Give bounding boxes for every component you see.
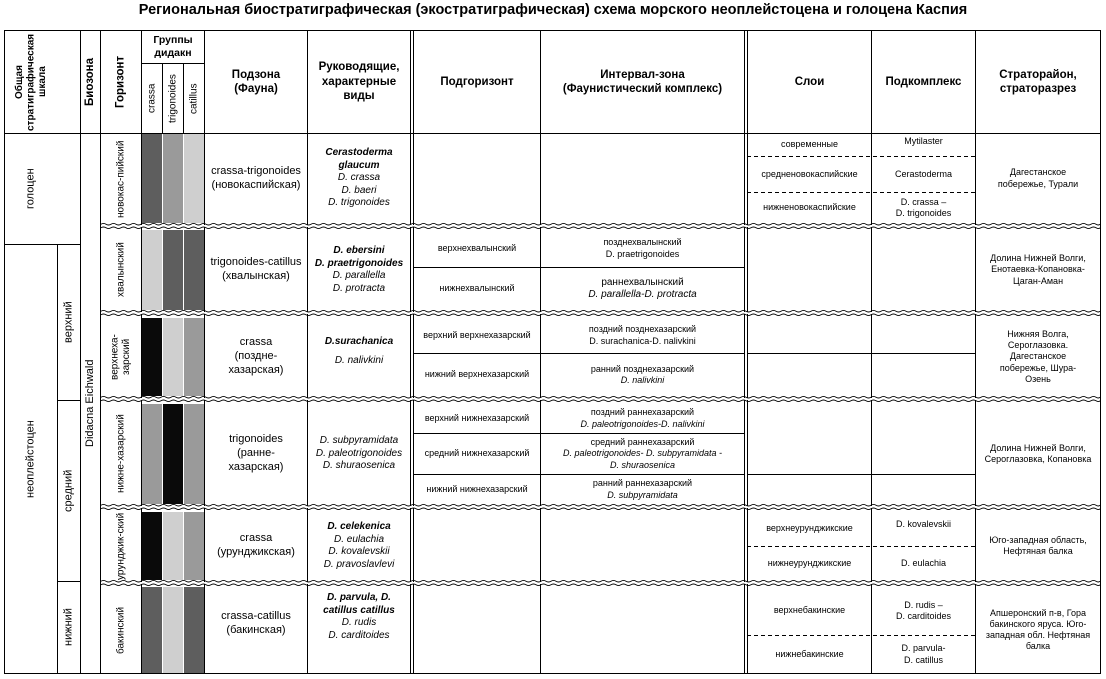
zone-sp-3-2: D. subpyramidata (607, 489, 678, 500)
species-2: D. nalivkini (334, 354, 384, 366)
species-bold-1: D. ebersini D. praetrigonoides (314, 245, 404, 269)
unconformity-line (101, 223, 1100, 225)
bar-4-catillus (184, 512, 204, 580)
zone-3-1: средний раннехазарский (590, 437, 695, 448)
page-title: Региональная биостратиграфическая (экостратиграфическая) схема морского неоплейстоцена и голоцена Каспия (138, 2, 968, 18)
unconformity-line (101, 584, 1100, 586)
header-group-crassa: crassa (146, 83, 158, 114)
header-horizon: Горизонт (114, 55, 127, 109)
bar-3-trigonoides (163, 404, 183, 504)
header-group-catillus: catillus (188, 83, 200, 114)
zone-sp-1-0: D. praetrigonoides (605, 248, 680, 259)
subcomplex-0-2: D. crassa – D. trigonoides (895, 196, 952, 218)
layer-4-0: верхнеурунджикские (766, 523, 853, 534)
subcomplex-4-1: D. eulachia (900, 557, 947, 568)
subhorizon-1-0: верхнехвалынский (437, 242, 517, 253)
header-subzone: Подзона (Фауна) (231, 68, 281, 95)
header-groups: Группы дидакн (153, 33, 193, 59)
scale-upper: верхний (62, 301, 75, 344)
zone-sp-3-0: D. paleotrigonoides-D. nalivkini (580, 418, 705, 429)
subzone-0: crassa-trigonoides (новокаспийская) (211, 164, 301, 191)
subzone-3: trigonoides (ранне-хазарская) (228, 433, 284, 473)
zone-3-2: ранний раннехазарский (592, 478, 693, 489)
layer-0-2: нижненовокаспийские (763, 202, 856, 213)
header-interval: Интервал-зона (Фаунистический комплекс) (562, 68, 723, 95)
header-general-scale: Общая стратиграфическая шкала (13, 33, 48, 131)
subhorizon-2-1: нижний верхнехазарский (424, 369, 530, 380)
horizon-2: верхнеха-зарский (109, 334, 132, 380)
species-0: D. crassa D. baeri D. trigonoides (328, 172, 390, 209)
species-cell-4 (308, 512, 410, 580)
wave-gap (101, 506, 1100, 508)
species-cell-5 (308, 587, 410, 647)
species-cell-2 (308, 318, 410, 396)
species-3: D. subpyramidata D. paleotrigonoides D. shuraosenica (315, 435, 403, 472)
unconformity-line (101, 227, 1100, 229)
zone-2-0: поздний позднехазарский (588, 324, 697, 335)
subhorizon-3-0: верхний нижнехазарский (424, 412, 530, 423)
species-1: D. parallella D. protracta (332, 270, 386, 294)
subhorizon-3-2: нижний нижнехазарский (426, 483, 528, 494)
zone-sp-2-0: D. surachanica-D. nalivkini (589, 335, 696, 346)
species-cell-1 (308, 230, 410, 310)
zone-cell-3-2 (541, 475, 744, 504)
header-region: Страторайон, страторазрез (999, 68, 1077, 95)
unconformity-line (101, 400, 1100, 402)
scale-middle: средний (62, 469, 75, 513)
horizon-1: хвалынский (115, 242, 127, 298)
region-4: Юго-западная область, Нефтяная балка (989, 534, 1087, 556)
region-3: Долина Нижней Волги, Сероглазовка, Копановка (984, 442, 1092, 464)
wave-gap (101, 225, 1100, 227)
layer-0-0: современные (780, 139, 838, 150)
wave-gap (101, 312, 1100, 314)
biozone-label: Didacna Eichwald (84, 359, 97, 448)
zone-sp-1-1: D. parallella-D. protracta (588, 289, 697, 300)
bar-0-catillus (184, 134, 204, 223)
header-species: Руководящие, характерные виды (318, 61, 400, 103)
zone-1-1: раннехвалынский (601, 276, 684, 288)
subzone-1: trigonoides-catillus (хвалынская) (210, 256, 302, 282)
layer-5-0: верхнебакинские (773, 605, 846, 616)
zone-cell-1-0 (541, 230, 744, 267)
region-2: Нижняя Волга, Сероглазовка. Дагестанское побережье, Шура-Озень (999, 328, 1077, 384)
zone-1-0: позднехвалынский (603, 237, 682, 248)
unconformity-line (101, 314, 1100, 316)
bar-4-crassa (142, 512, 162, 580)
bar-1-catillus (184, 230, 204, 310)
species-cell-3 (308, 404, 410, 504)
subcomplex-0-1: Cerastoderma (894, 168, 953, 179)
bar-2-trigonoides (163, 318, 183, 396)
scale-holocene: голоцен (24, 168, 37, 210)
bar-5-catillus (184, 587, 204, 673)
horizon-3: нижне-хазарский (115, 414, 127, 494)
header-layers: Слои (794, 75, 825, 88)
header-subcomplex: Подкомплекс (885, 75, 962, 88)
bar-2-catillus (184, 318, 204, 396)
zone-sp-3-1: D. paleotrigonoides- D. subpyramidata - D. shuraosenica (562, 448, 723, 470)
subcomplex-0-0: Mytilaster (904, 135, 943, 146)
bar-1-trigonoides (163, 230, 183, 310)
layer-0-1: средненовокаспийские (761, 168, 858, 179)
species-bold-4: D. celekenica (327, 521, 391, 532)
bar-0-trigonoides (163, 134, 183, 223)
bar-2-crassa (142, 318, 162, 396)
species-bold-5: D. parvula, D. catillus catillus (323, 592, 395, 616)
bar-4-trigonoides (163, 512, 183, 580)
layer-5-1: нижнебакинские (775, 648, 844, 659)
scale-lower: нижний (62, 608, 75, 647)
bar-0-crassa (142, 134, 162, 223)
bar-3-catillus (184, 404, 204, 504)
subzone-4: crassa (урунджикская) (217, 532, 295, 558)
subhorizon-3-1: средний нижнехазарский (424, 448, 530, 459)
species-bold-0: Cerastoderma glaucum (325, 147, 393, 171)
unconformity-line (101, 508, 1100, 510)
subzone-5: crassa-catillus (бакинская) (221, 609, 291, 636)
region-5: Апшеронский п-в, Гора бакинского яруса. Юго-западная обл. Нефтяная балка (985, 607, 1091, 652)
subcomplex-4-0: D. kovalevskii (895, 519, 951, 530)
zone-cell-2-0 (541, 318, 744, 353)
species-5: D. rudis D. carditoides (328, 617, 390, 641)
bar-3-crassa (142, 404, 162, 504)
subcomplex-5-1: D. parvula- D. catillus (901, 643, 946, 665)
subhorizon-2-0: верхний верхнехазарский (423, 329, 531, 340)
header-group-trigonoides: trigonoides (167, 74, 179, 123)
unconformity-line (101, 310, 1100, 312)
unconformity-line (101, 580, 1100, 582)
scale-neopleistocene: неоплейстоцен (24, 420, 37, 498)
subzone-2: crassa (поздне-хазарская) (228, 336, 284, 376)
unconformity-line (101, 396, 1100, 398)
zone-cell-1-1 (541, 268, 744, 310)
zone-cell-3-0 (541, 404, 744, 433)
unconformity-line (101, 504, 1100, 506)
zone-3-0: поздний раннехазарский (590, 407, 695, 418)
region-1: Долина Нижней Волги, Енотаевка-Копановка-Цаган-Аман (990, 253, 1086, 286)
region-0: Дагестанское побережье, Турали (997, 167, 1079, 189)
bar-5-trigonoides (163, 587, 183, 673)
species-bold-2: D.surachanica (324, 336, 394, 347)
zone-sp-2-1: D. nalivkini (620, 375, 665, 385)
species-4: D. eulachia D. kovalevskii D. pravoslavlevi (323, 533, 395, 570)
zone-2-1: ранний позднехазарский (590, 363, 695, 374)
header-subhorizon: Подгоризонт (440, 75, 514, 88)
wave-gap (101, 398, 1100, 400)
horizon-5: бакинский (115, 606, 127, 654)
horizon-0: новокас-пийский (115, 140, 127, 218)
zone-cell-3-1 (541, 434, 744, 474)
wave-gap (101, 582, 1100, 584)
subcomplex-5-0: D. rudis – D. carditoides (895, 599, 952, 621)
header-biozone: Биозона (83, 58, 96, 107)
layer-4-1: нижнеурунджикские (767, 557, 852, 568)
zone-cell-2-1 (541, 354, 744, 396)
horizon-4: урунджик-ский (115, 512, 127, 580)
bar-1-crassa (142, 230, 162, 310)
species-cell-0 (308, 134, 410, 223)
subhorizon-1-1: нижнехвалынский (439, 283, 515, 294)
bar-5-crassa (142, 587, 162, 673)
